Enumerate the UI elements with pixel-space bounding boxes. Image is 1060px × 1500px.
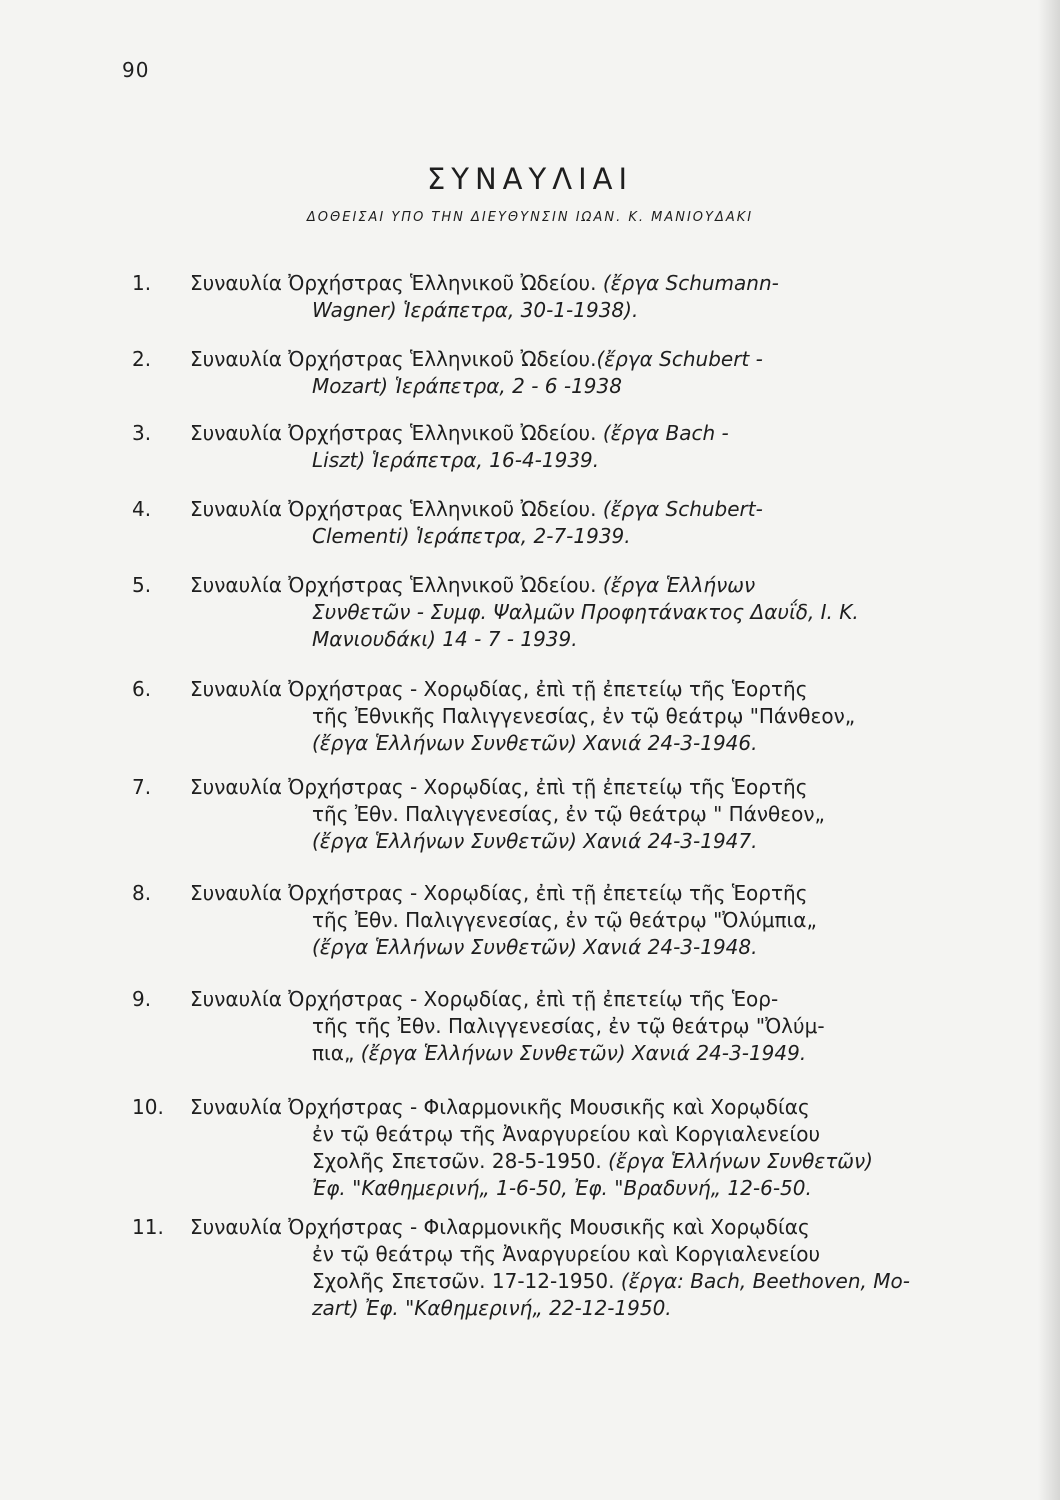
entry-text: πια„ (312, 1041, 361, 1065)
entry-works-text: Liszt) Ἱεράπετρα, 16-4-1939. (312, 448, 600, 472)
entry-text: Συναυλία Ὀρχήστρας Ἑλληνικοῦ Ὠδείου. (190, 271, 603, 295)
entry-line (190, 774, 807, 801)
entry-number: 4. (132, 497, 152, 521)
entry-line (190, 1214, 810, 1241)
entry-line (312, 1148, 873, 1175)
entry-line (190, 420, 729, 447)
entry-works-text: (ἔργα Ἑλλήνων (602, 573, 756, 597)
entry-text: τῆς τῆς Ἐθν. Παλιγγενεσίας, ἐν τῷ θεάτρῳ "Ὀλύμ- (312, 1014, 825, 1038)
entry-text: τῆς Ἐθν. Παλιγγενεσίας, ἐν τῷ θεάτρῳ " Πάνθεον„ (312, 802, 825, 826)
entry-line (312, 907, 817, 934)
entry-line (312, 626, 578, 653)
entry-line (190, 676, 807, 703)
entry-number: 7. (132, 775, 152, 799)
entry-line (312, 599, 859, 626)
entry-text: Συναυλία Ὀρχήστρας - Χορῳδίας, ἐπὶ τῇ ἐπετείῳ τῆς Ἑορτῆς (190, 775, 808, 799)
entry-works-text: (ἔργα Ἑλλήνων Συνθετῶν) (608, 1149, 873, 1173)
entry-works-text: Ἐφ. "Καθημερινή„ 1-6-50, Ἐφ. "Βραδυνή„ 12-6-50. (312, 1176, 812, 1200)
entry-line (312, 1241, 820, 1268)
entry-text: Συναυλία Ὀρχήστρας Ἑλληνικοῦ Ὠδείου. (190, 497, 603, 521)
entry-works-text: (ἔργα Ἑλλήνων Συνθετῶν) Χανιά 24-3-1946. (312, 731, 758, 755)
entry-line (312, 801, 825, 828)
entry-text: Συναυλία Ὀρχήστρας Ἑλληνικοῦ Ὠδείου. (190, 347, 597, 371)
entry-works-text: Wagner) Ἱεράπετρα, 30-1-1938). (312, 298, 639, 322)
entry-works-text: (ἔργα Schubert - (596, 347, 763, 371)
entry-line (312, 934, 757, 961)
entry-works-text: (ἔργα: Bach, Beethoven, Mo- (620, 1269, 910, 1293)
page-title: ΣΥΝΑΥΛΙΑΙ (426, 162, 634, 196)
page-edge (1038, 0, 1060, 1500)
entry-works-text: zart) Ἐφ. "Καθημερινή„ 22-12-1950. (312, 1296, 672, 1320)
entry-line (312, 373, 622, 400)
entry-text: τῆς Ἐθν. Παλιγγενεσίας, ἐν τῷ θεάτρῳ "Ὀλύμπια„ (312, 908, 817, 932)
page-number: 90 (122, 58, 150, 82)
entry-line (312, 1040, 806, 1067)
entry-text: Συναυλία Ὀρχήστρας - Φιλαρμονικῆς Μουσικῆς καὶ Χορῳδίας (190, 1095, 810, 1119)
entry-works-text: (ἔργα Ἑλλήνων Συνθετῶν) Χανιά 24-3-1948. (312, 935, 758, 959)
entry-text: Συναυλία Ὀρχήστρας Ἑλληνικοῦ Ὠδείου. (190, 573, 603, 597)
entry-text: Συναυλία Ὀρχήστρας - Χορῳδίας, ἐπὶ τῇ ἐπετείῳ τῆς Ἑορ- (190, 987, 779, 1011)
entry-line (190, 1094, 810, 1121)
entry-line (312, 1268, 910, 1295)
entry-line (190, 986, 778, 1013)
entry-number: 2. (132, 347, 152, 371)
entry-text: Σχολῆς Σπετσῶν. 28-5-1950. (312, 1149, 609, 1173)
entry-works-text: (ἔργα Ἑλλήνων Συνθετῶν) Χανιά 24-3-1949. (360, 1041, 807, 1065)
entry-number: 10. (132, 1095, 164, 1119)
entry-text: τῆς Ἐθνικῆς Παλιγγενεσίας, ἐν τῷ θεάτρῳ "Πάνθεον„ (312, 704, 856, 728)
entry-number: 6. (132, 677, 152, 701)
entry-text: Συναυλία Ὀρχήστρας - Χορῳδίας, ἐπὶ τῇ ἐπετείῳ τῆς Ἑορτῆς (190, 881, 808, 905)
entry-works-text: (ἔργα Ἑλλήνων Συνθετῶν) Χανιά 24-3-1947. (312, 829, 758, 853)
entry-number: 1. (132, 271, 152, 295)
entry-text: ἐν τῷ θεάτρῳ τῆς Ἀναργυρείου καὶ Κοργιαλενείου (312, 1242, 821, 1266)
entry-number: 11. (132, 1215, 164, 1239)
entry-line (190, 346, 763, 373)
entry-line (312, 730, 757, 757)
entry-works-text: Mozart) Ἱεράπετρα, 2 - 6 -1938 (312, 374, 622, 398)
entry-text: Σχολῆς Σπετσῶν. 17-12-1950. (312, 1269, 621, 1293)
entry-text: Συναυλία Ὀρχήστρας - Φιλαρμονικῆς Μουσικῆς καὶ Χορῳδίας (190, 1215, 810, 1239)
entry-text: Συναυλία Ὀρχήστρας - Χορῳδίας, ἐπὶ τῇ ἐπετείῳ τῆς Ἑορτῆς (190, 677, 808, 701)
entry-line (190, 880, 807, 907)
entry-works-text: Συνθετῶν - Συμφ. Ψαλμῶν Προφητάνακτος Δαυΐδ, Ι. Κ. (312, 600, 859, 624)
entry-works-text: (ἔργα Schumann- (602, 271, 779, 295)
entry-text: Συναυλία Ὀρχήστρας Ἑλληνικοῦ Ὠδείου. (190, 421, 603, 445)
entry-number: 8. (132, 881, 152, 905)
entry-number: 9. (132, 987, 152, 1011)
entry-line (312, 1175, 812, 1202)
entry-line (190, 270, 779, 297)
entry-line (312, 447, 599, 474)
page-subtitle: ΔΟΘΕΙΣΑΙ ΥΠΟ ΤΗΝ ΔΙΕΥΘΥΝΣΙΝ ΙΩΑΝ. Κ. ΜΑΝΙΟΥΔΑΚΙ (306, 210, 754, 225)
entry-works-text: (ἔργα Bach - (602, 421, 729, 445)
entry-text: ἐν τῷ θεάτρῳ τῆς Ἀναργυρείου καὶ Κοργιαλενείου (312, 1122, 821, 1146)
entry-line (312, 1013, 825, 1040)
entry-line (312, 703, 855, 730)
entry-line (312, 523, 631, 550)
entry-line (312, 1121, 820, 1148)
entry-works-text: Μανιουδάκι) 14 - 7 - 1939. (312, 627, 578, 651)
entry-line (190, 572, 755, 599)
entry-number: 3. (132, 421, 152, 445)
entry-number: 5. (132, 573, 152, 597)
entry-works-text: Clementi) Ἱεράπετρα, 2-7-1939. (312, 524, 631, 548)
entry-line (312, 297, 638, 324)
entry-line (190, 496, 763, 523)
entry-line (312, 1295, 672, 1322)
entry-works-text: (ἔργα Schubert- (602, 497, 763, 521)
entry-line (312, 828, 757, 855)
